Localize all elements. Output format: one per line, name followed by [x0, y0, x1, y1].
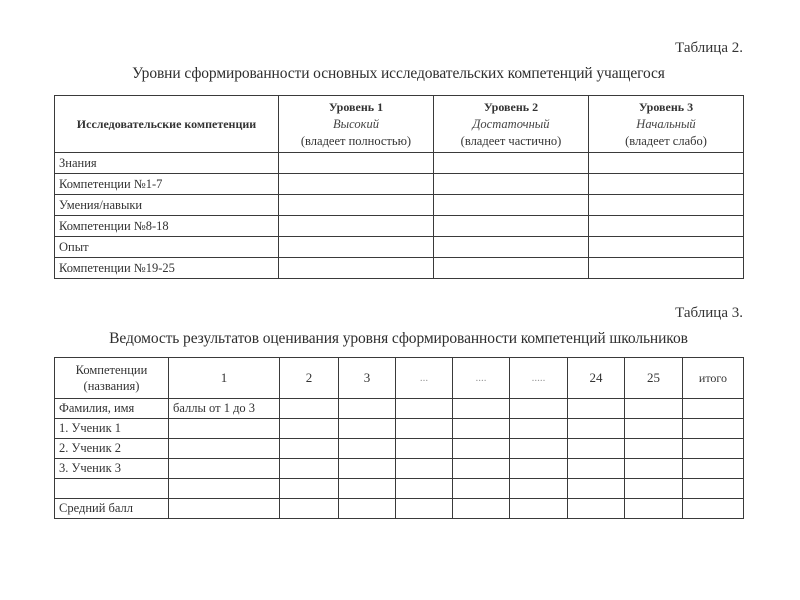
score-cell[interactable] [568, 419, 625, 439]
score-cell[interactable] [339, 439, 396, 459]
table2-row [55, 237, 744, 258]
row-label: Компетенции №1-7 [55, 174, 279, 195]
score-cell[interactable] [510, 399, 568, 419]
level-cell[interactable] [279, 237, 434, 258]
table2-row [55, 258, 744, 279]
level-cell[interactable] [279, 195, 434, 216]
header-line-2: (названия) [83, 379, 140, 393]
header-column: 25 [625, 358, 683, 399]
score-cell[interactable] [169, 499, 280, 519]
score-cell[interactable] [625, 439, 683, 459]
table3-row [55, 499, 744, 519]
table3-row [55, 479, 744, 499]
score-cell[interactable] [453, 459, 510, 479]
table2-row [55, 153, 744, 174]
row-label [55, 479, 169, 499]
score-cell[interactable] [683, 399, 744, 419]
score-cell[interactable] [453, 439, 510, 459]
level-cell[interactable] [589, 153, 744, 174]
score-cell[interactable] [625, 479, 683, 499]
level-cell[interactable] [589, 174, 744, 195]
score-cell[interactable] [510, 439, 568, 459]
row-label: Умения/навыки [55, 195, 279, 216]
score-cell[interactable] [280, 459, 339, 479]
score-cell[interactable] [396, 499, 453, 519]
assessment-results-table [54, 357, 744, 519]
table3-row [55, 399, 744, 419]
header-column: итого [683, 358, 744, 399]
level-cell[interactable] [434, 174, 589, 195]
score-cell[interactable] [568, 499, 625, 519]
level-desc: (владеет слабо) [625, 133, 707, 148]
header-level-1 [279, 96, 434, 153]
score-cell[interactable] [280, 439, 339, 459]
score-cell[interactable] [280, 419, 339, 439]
score-cell[interactable]: баллы от 1 до 3 [169, 399, 280, 419]
level-title: Уровень 2 [483, 99, 539, 114]
row-label: Знания [55, 153, 279, 174]
score-cell[interactable] [625, 419, 683, 439]
score-cell[interactable] [683, 439, 744, 459]
level-desc: (владеет частично) [460, 133, 562, 148]
score-cell[interactable] [396, 399, 453, 419]
header-column: ... [396, 358, 453, 399]
score-cell[interactable] [568, 479, 625, 499]
level-cell[interactable] [434, 195, 589, 216]
score-cell[interactable] [683, 419, 744, 439]
score-cell[interactable] [568, 439, 625, 459]
score-cell[interactable] [339, 419, 396, 439]
score-cell[interactable] [625, 399, 683, 419]
level-title: Уровень 3 [638, 99, 694, 114]
table3-title: Ведомость результатов оценивания уровня сформированности компетенций школьников [109, 330, 688, 347]
level-name: Высокий [333, 116, 379, 131]
score-cell[interactable] [625, 459, 683, 479]
level-cell[interactable] [589, 216, 744, 237]
level-cell[interactable] [279, 216, 434, 237]
score-cell[interactable] [339, 459, 396, 479]
score-cell[interactable] [683, 499, 744, 519]
score-cell[interactable] [339, 479, 396, 499]
level-cell[interactable] [279, 153, 434, 174]
score-cell[interactable] [568, 399, 625, 419]
header-column: 1 [169, 358, 280, 399]
score-cell[interactable] [339, 499, 396, 519]
level-cell[interactable] [434, 237, 589, 258]
score-cell[interactable] [510, 419, 568, 439]
table2-row [55, 174, 744, 195]
level-cell[interactable] [279, 258, 434, 279]
score-cell[interactable] [510, 499, 568, 519]
level-desc: (владеет полностью) [300, 133, 412, 148]
header-line-1: Компетенции [75, 363, 148, 377]
competency-levels-table [54, 95, 744, 279]
row-label: 3. Ученик 3 [55, 459, 169, 479]
header-competencies-names [55, 358, 169, 399]
header-column: 3 [339, 358, 396, 399]
level-cell[interactable] [589, 237, 744, 258]
header-column: .... [453, 358, 510, 399]
row-label: Компетенции №19-25 [55, 258, 279, 279]
score-cell[interactable] [339, 399, 396, 419]
score-cell[interactable] [510, 479, 568, 499]
level-title: Уровень 1 [328, 99, 384, 114]
score-cell[interactable] [453, 479, 510, 499]
score-cell[interactable] [453, 399, 510, 419]
score-cell[interactable] [396, 459, 453, 479]
table3-caption: Таблица 3. [675, 305, 743, 321]
score-cell[interactable] [683, 459, 744, 479]
score-cell[interactable] [396, 439, 453, 459]
table2-title: Уровни сформированности основных исследовательских компетенций учащегося [132, 65, 665, 82]
score-cell[interactable] [510, 459, 568, 479]
table2-header-row [55, 96, 744, 153]
score-cell[interactable] [453, 499, 510, 519]
level-cell[interactable] [434, 216, 589, 237]
score-cell[interactable] [683, 479, 744, 499]
level-cell[interactable] [589, 258, 744, 279]
level-cell[interactable] [279, 174, 434, 195]
score-cell[interactable] [169, 459, 280, 479]
header-level-2 [434, 96, 589, 153]
level-cell[interactable] [434, 258, 589, 279]
table2-caption: Таблица 2. [675, 40, 743, 56]
level-cell[interactable] [434, 153, 589, 174]
table3-row [55, 439, 744, 459]
score-cell[interactable] [568, 459, 625, 479]
score-cell[interactable] [453, 419, 510, 439]
row-label: Опыт [55, 237, 279, 258]
header-column: ..... [510, 358, 568, 399]
score-cell[interactable] [169, 419, 280, 439]
table2-row [55, 216, 744, 237]
row-label: Средний балл [55, 499, 169, 519]
table3-row [55, 459, 744, 479]
score-cell[interactable] [396, 479, 453, 499]
header-column: 2 [280, 358, 339, 399]
header-level-3 [589, 96, 744, 153]
row-label: Фамилия, имя [55, 399, 169, 419]
score-cell[interactable] [396, 419, 453, 439]
score-cell[interactable] [280, 399, 339, 419]
score-cell[interactable] [280, 479, 339, 499]
score-cell[interactable] [169, 439, 280, 459]
score-cell[interactable] [625, 499, 683, 519]
row-label: 1. Ученик 1 [55, 419, 169, 439]
score-cell[interactable] [280, 499, 339, 519]
level-cell[interactable] [589, 195, 744, 216]
score-cell[interactable] [169, 479, 280, 499]
table3-header-row [55, 358, 744, 399]
row-label: Компетенции №8-18 [55, 216, 279, 237]
level-name: Начальный [636, 116, 696, 131]
level-name: Достаточный [472, 116, 550, 131]
table3-row [55, 419, 744, 439]
table2-row [55, 195, 744, 216]
header-competencies: Исследовательские компетенции [55, 96, 279, 153]
row-label: 2. Ученик 2 [55, 439, 169, 459]
header-column: 24 [568, 358, 625, 399]
